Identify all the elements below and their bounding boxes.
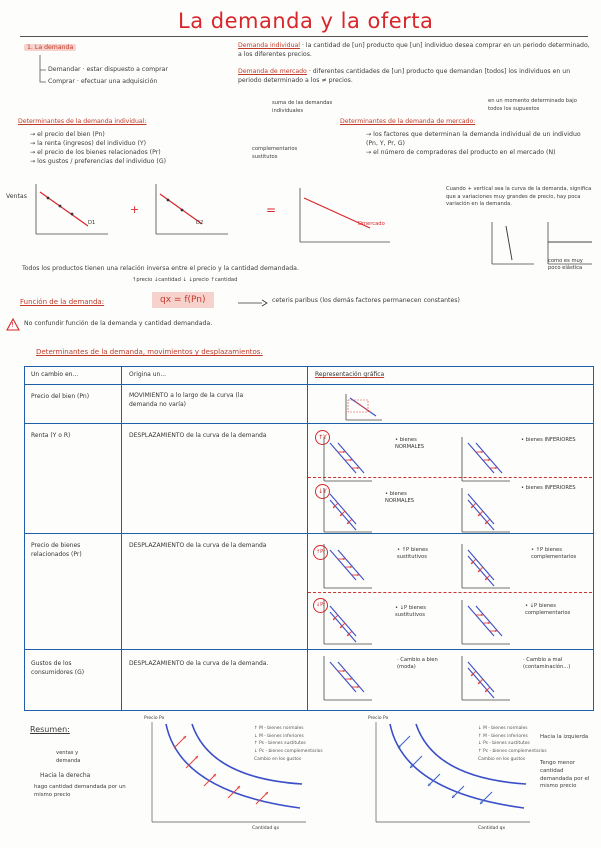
note-renta-up-normales: • bienes NORMALES — [395, 437, 425, 451]
det-individual-item: → los gustos / preferencias del individuo (G) — [30, 157, 167, 165]
graph-d2-label: D2 — [196, 220, 204, 226]
function-note: ceteris paribus (los demás factores permanecen constantes) — [272, 297, 460, 304]
legend-item: ↑ Ps - bienes sustitutos — [254, 741, 306, 747]
warning-icon-glyph: ! — [11, 321, 14, 329]
pr-up-badge: ↑Pr — [313, 545, 328, 560]
table-row-cause: Precio del bien (Pn) — [31, 393, 90, 400]
legend-item: ↓ M - bienes normales — [478, 726, 528, 731]
legend-item: ↓ Pc - bienes complementarios — [254, 749, 323, 755]
det-individual-item: → el precio de los bienes relacionados (Pr) — [30, 148, 161, 156]
graphs-row-label: Ventas — [6, 193, 27, 200]
function-formula: qx = f(Pn) — [152, 292, 214, 308]
resumen2-axis-y: Precio Px — [368, 716, 389, 721]
det-individual-item: → la renta (ingresos) del individuo (Y) — [30, 139, 147, 147]
table-row-cause: Precio de bienes relacionados (Pr) — [31, 542, 82, 558]
legend-item: Cambio en los gustos — [254, 756, 302, 762]
vertical-curve-note: Cuando + vertical sea la curva de la demanda, significa que a variaciones muy grandes de precio, hay poca variación en la demanda. — [446, 186, 592, 208]
relation-sub: ↑precio ↓cantidad ↓ ↓precio ↑cantidad — [132, 277, 238, 283]
note-pr-down-sustitutos: • ↓P bienes sustitutivos — [395, 605, 426, 619]
resumen1-axis-y: Precio Px — [144, 716, 165, 721]
table-header-graph: Representación gráfica — [315, 371, 385, 378]
relation-note: Todos los productos tienen una relación inversa entre el precio y la cantidad demandada. — [22, 265, 299, 272]
table-row-cause: Renta (Y o R) — [31, 432, 71, 439]
resumen-shifted-curve — [416, 724, 526, 784]
legend-item: ↑ M - bienes normales — [254, 726, 304, 731]
legend-item: ↓ Ps - bienes sustitutos — [478, 741, 530, 747]
det-individual-heading: Determinantes de la demanda individual: — [18, 118, 147, 125]
det-market-heading: Determinantes de la demanda de mercado: — [340, 118, 476, 125]
note-renta-up-inferiores: • bienes INFERIORES — [521, 437, 576, 443]
table-heading: Determinantes de la demanda, movimientos y desplazamientos. — [36, 348, 263, 356]
section1-item-comprar: Comprar · efectuar una adquisición — [48, 78, 158, 85]
note-renta-down-inferiores: • bienes INFERIORES — [521, 485, 576, 491]
det-individual-item: → el precio del bien (Pn) — [30, 131, 105, 138]
table-row-effect: MOVIMIENTO a lo largo de la curva (la demanda no varía) — [129, 392, 244, 408]
note-pr-up-sustitutos: • ↑P bienes sustitutivos — [397, 547, 428, 561]
resumen-note-izquierda: Hacia la izquierda — [540, 734, 589, 740]
renta-up-badge: ↑Y — [315, 430, 330, 445]
legend-item: ↑ M - bienes inferiores — [478, 733, 528, 739]
pr-down-badge: ↓Pr — [313, 598, 328, 613]
page-title: La demanda y la oferta — [178, 9, 434, 33]
resumen2-axis-x: Cantidad qx — [478, 826, 506, 831]
resumen-note-ventas: ventas y demanda — [56, 750, 81, 764]
resumen-note-derecha: Hacia la derecha — [40, 772, 91, 779]
definition-individual: Demanda individual · la cantidad de [un] producto que [un] individuo desea comprar en un periodo determinado, a los diferentes precios. — [238, 42, 590, 58]
table-row-effect: DESPLAZAMIENTO de la curva de la demanda. — [129, 660, 269, 667]
resumen-note-menos: Tengo menor cantidad demandada por el mismo precio — [540, 760, 590, 790]
graph-d1-label: D1 — [88, 220, 96, 226]
table-header-effect: Origina un... — [129, 371, 167, 378]
function-label: Función de la demanda: — [20, 298, 105, 306]
renta-down-badge: ↓Y — [315, 484, 330, 499]
note-suma-demandas: suma de las demandas individuales — [272, 100, 333, 114]
section1-item-demandar: Demandar · estar dispuesto a comprar — [48, 66, 168, 73]
definition-market: Demanda de mercado · diferentes cantidades de [un] producto que demandan [todos] los individuos en un periodo determinado a los ≠ precios. — [238, 68, 571, 84]
det-market-item: → el número de compradores del producto en el mercado (N) — [366, 148, 556, 156]
note-momento-determinado: en un momento determinado bajo todos los supuestos — [488, 98, 577, 112]
plus-sign: + — [130, 203, 140, 216]
table-row-effect: DESPLAZAMIENTO de la curva de la demanda — [129, 432, 267, 439]
table-header-cause: Un cambio en... — [31, 371, 79, 378]
legend-item: ↑ Pc - bienes complementarios — [478, 749, 547, 755]
table-row-effect: DESPLAZAMIENTO de la curva de la demanda — [129, 542, 267, 549]
det-market-item: → los factores que determinan la demanda individual de un individuo (Pn, Y, Pr, G) — [366, 131, 581, 147]
legend-item: Cambio en los gustos — [478, 756, 526, 762]
table-row-cause: Gustos de los consumidores (G) — [31, 660, 85, 676]
resumen-note-mas: hago cantidad demandada por un mismo precio — [34, 784, 126, 798]
note-pr-up-complementarios: • ↑P bienes complementarios — [531, 547, 577, 561]
resumen-title: Resumen: — [30, 725, 70, 734]
note-pr-down-complementarios: • ↓P bienes complementarios — [525, 603, 571, 617]
note-gustos-mal: · Cambio a mal (contaminación...) — [523, 657, 571, 671]
legend-item: ↓ M - bienes inferiores — [254, 733, 304, 739]
section1-label: 1. La demanda — [24, 44, 76, 53]
warning-text: No confundir función de la demanda y cantidad demandada. — [24, 320, 213, 327]
note-gustos-bien: · Cambio a bien (moda) — [397, 657, 438, 671]
resumen-shifted-curve — [192, 724, 302, 784]
resumen1-axis-x: Cantidad qx — [252, 826, 280, 831]
inelastic-note: como es muy poco elástica — [548, 258, 583, 272]
graph-dmercado-label: Dmercado — [358, 221, 385, 227]
equals-sign: = — [266, 203, 277, 217]
note-renta-down-normales: • bienes NORMALES — [385, 491, 415, 505]
brace-note-relacionados: complementarios sustitutos — [252, 146, 298, 160]
